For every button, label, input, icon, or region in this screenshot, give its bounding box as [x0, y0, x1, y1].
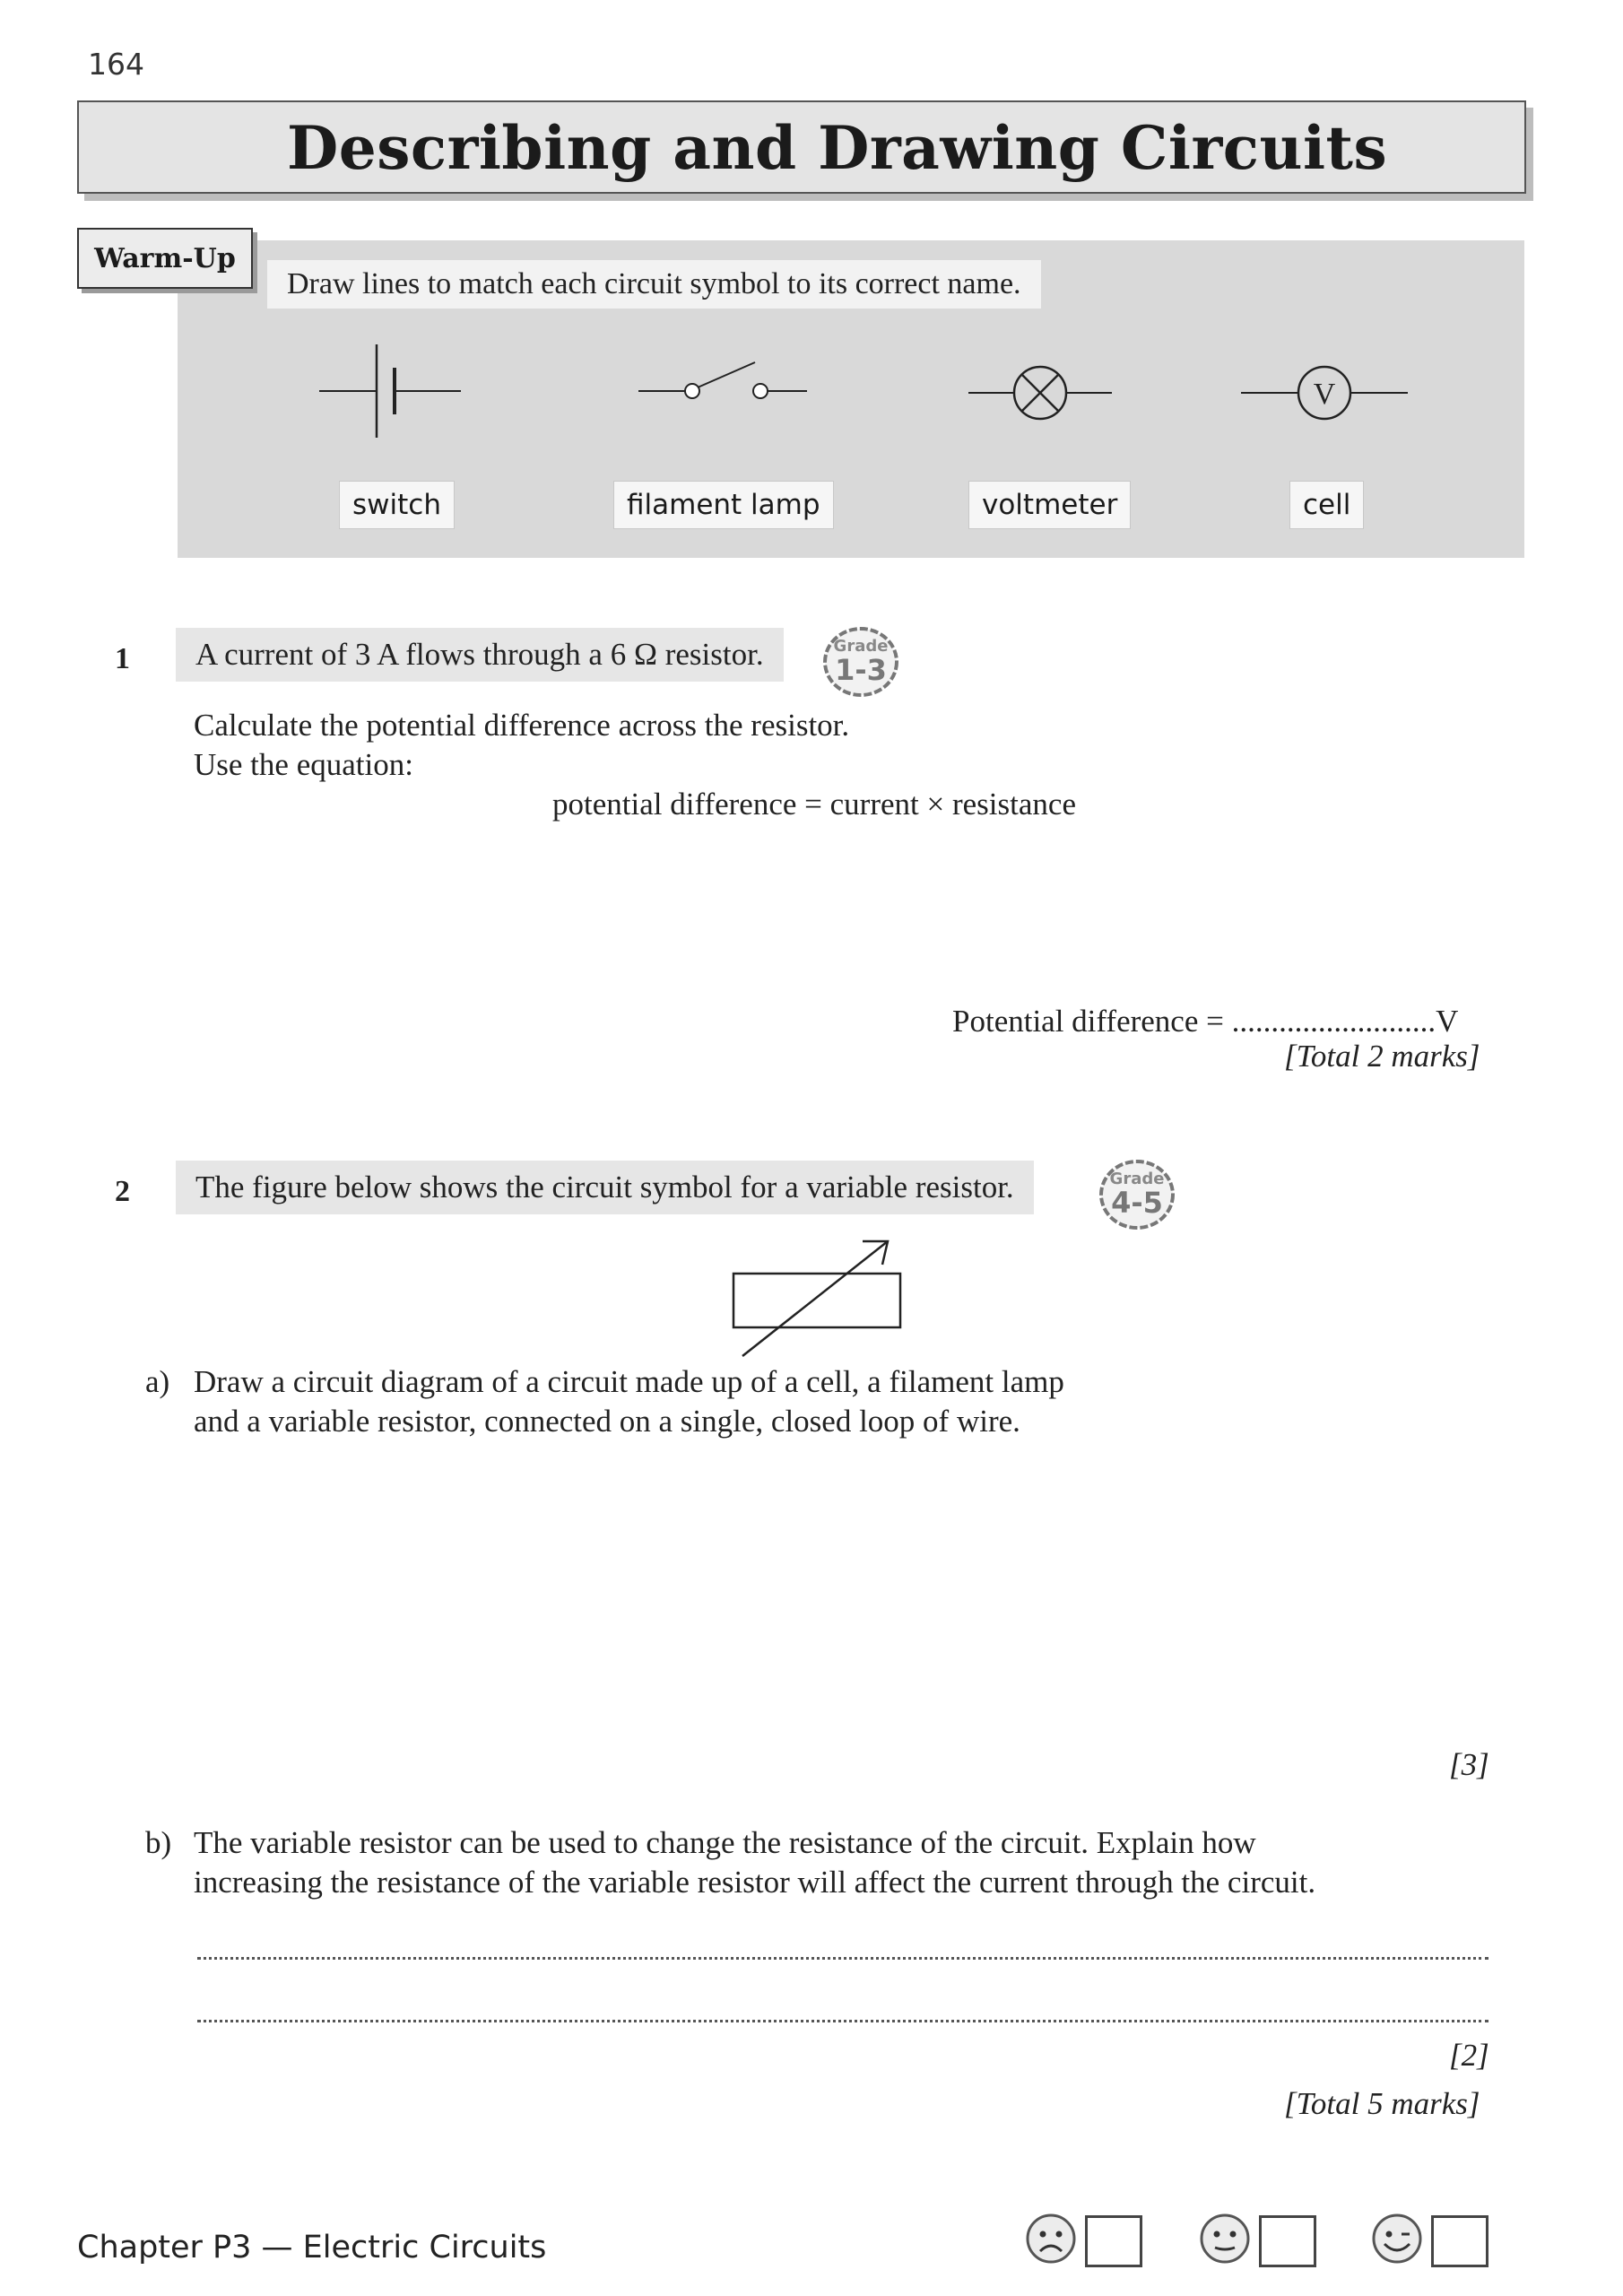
chapter-footer: Chapter P3 — Electric Circuits — [77, 2230, 547, 2266]
question-1-answer-line — [952, 1001, 1458, 1041]
sad-tick-box[interactable] — [1085, 2215, 1142, 2267]
question-1-number: 1 — [115, 642, 130, 675]
question-2a-line-1: Draw a circuit diagram of a circuit made up of a cell, a filament lamp — [194, 1364, 1064, 1399]
question-2-stem: The figure below shows the circuit symbol for a variable resistor. — [176, 1161, 1034, 1214]
cell-symbol-icon — [314, 337, 466, 445]
question-1-total-marks: [Total 2 marks] — [1284, 1039, 1480, 1074]
label-voltmeter[interactable]: voltmeter — [968, 481, 1131, 529]
question-1-stem: A current of 3 A flows through a 6 Ω resistor. — [176, 628, 784, 682]
grade-badge-range: 1-3 — [835, 653, 887, 687]
question-2-number: 2 — [115, 1175, 130, 1208]
grade-badge-word: Grade — [1109, 1170, 1165, 1188]
question-2-total-marks: [Total 5 marks] — [1284, 2086, 1480, 2121]
variable-resistor-symbol-icon — [728, 1234, 907, 1360]
label-filament-lamp[interactable]: filament lamp — [613, 481, 834, 529]
switch-symbol-icon — [635, 355, 811, 418]
grade-badge-word: Grade — [833, 637, 889, 656]
grade-badge-icon — [820, 624, 902, 700]
answer-unit: V — [1436, 1004, 1459, 1039]
question-2b-marks: [2] — [1449, 2038, 1489, 2073]
question-2a-marks: [3] — [1449, 1747, 1489, 1782]
voltmeter-letter: V — [1313, 378, 1336, 411]
question-2a-label: a) — [145, 1364, 170, 1399]
answer-line[interactable] — [197, 1957, 1488, 1960]
neutral-tick-box[interactable] — [1259, 2215, 1316, 2267]
neutral-face-icon — [1198, 2212, 1252, 2266]
grade-badge-range: 4-5 — [1111, 1186, 1163, 1220]
answer-prompt: Potential difference = — [952, 1004, 1232, 1039]
question-2b-label: b) — [145, 1825, 172, 1860]
page-title: Describing and Drawing Circuits — [287, 113, 1388, 183]
question-1-line-1: Calculate the potential difference across the resistor. — [194, 708, 850, 743]
question-2b-line-1: The variable resistor can be used to change the resistance of the circuit. Explain how — [194, 1825, 1256, 1860]
answer-line[interactable] — [197, 2020, 1488, 2022]
filament-lamp-symbol-icon — [967, 364, 1114, 422]
question-2b-line-2: increasing the resistance of the variable resistor will affect the current through the circuit. — [194, 1865, 1316, 1900]
happy-face-icon — [1370, 2212, 1424, 2266]
warm-up-tag: Warm-Up — [77, 228, 253, 289]
question-1-line-2: Use the equation: — [194, 747, 413, 782]
label-switch[interactable]: switch — [339, 481, 455, 529]
warm-up-instruction: Draw lines to match each circuit symbol to its correct name. — [267, 260, 1041, 309]
label-cell[interactable]: cell — [1289, 481, 1364, 529]
voltmeter-symbol-icon — [1239, 364, 1410, 422]
happy-tick-box[interactable] — [1431, 2215, 1488, 2267]
page-number: 164 — [88, 47, 144, 82]
question-2a-line-2: and a variable resistor, connected on a single, closed loop of wire. — [194, 1404, 1020, 1439]
question-1-equation: potential difference = current × resistance — [552, 787, 1076, 822]
grade-badge-icon — [1096, 1157, 1178, 1232]
answer-blank[interactable]: .......................... — [1231, 1004, 1436, 1039]
sad-face-icon — [1024, 2212, 1078, 2266]
